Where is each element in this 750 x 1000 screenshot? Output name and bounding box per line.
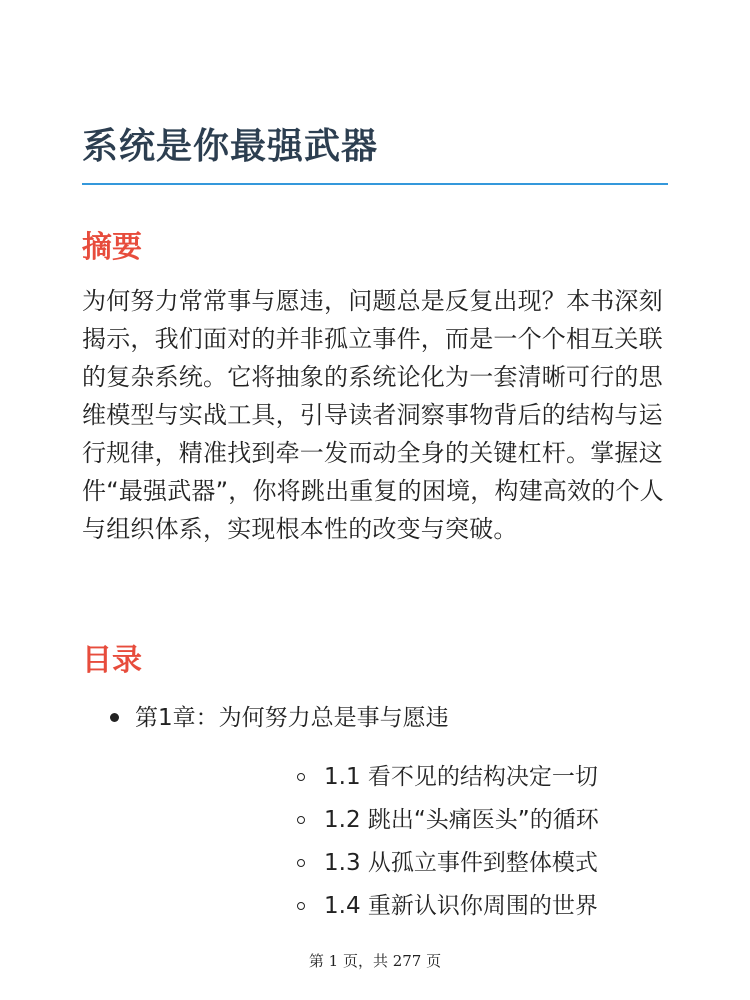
page-number-footer: 第 1 页，共 277 页 (308, 952, 442, 970)
toc-chapter-label: 第1章：为何努力总是事与愿违 (135, 705, 449, 731)
book-title: 系统是你最强武器 (82, 126, 379, 167)
hollow-bullet-icon (297, 773, 305, 781)
toc-section-1-4[interactable] (135, 885, 750, 928)
toc-chapter-1[interactable] (0, 700, 750, 919)
title-divider (82, 183, 668, 185)
toc-section-list (135, 756, 750, 928)
toc-list (0, 700, 750, 919)
toc-section-1-2[interactable] (135, 799, 750, 842)
hollow-bullet-icon (297, 859, 305, 867)
bullet-icon (110, 713, 119, 722)
summary-heading: 摘要 (82, 230, 142, 265)
toc-heading: 目录 (82, 643, 142, 678)
toc-section-label: 1.3 从孤立事件到整体模式 (324, 850, 598, 876)
hollow-bullet-icon (297, 902, 305, 910)
toc-section-label: 1.1 看不见的结构决定一切 (324, 764, 598, 790)
toc-section-1-3[interactable] (135, 842, 750, 885)
toc-section-1-1[interactable] (135, 756, 750, 799)
hollow-bullet-icon (297, 816, 305, 824)
toc-section-label: 1.4 重新认识你周围的世界 (324, 893, 598, 919)
toc-section-label: 1.2 跳出“头痛医头”的循环 (324, 807, 599, 833)
summary-paragraph: 为何努力常常事与愿违，问题总是反复出现？本书深刻揭示，我们面对的并非孤立事件，而是一个个相互关联的复杂系统。它将抽象的系统论化为一套清晰可行的思维模型与实战工具，引导读者洞察事物背后的结构与运行规律，精准找到牵一发而动全身的关键杠杆。掌握这件“最强武器”，你将跳出重复的困境，构建高效的个人与组织体系，实现根本性的改变与突破。 (82, 287, 664, 543)
